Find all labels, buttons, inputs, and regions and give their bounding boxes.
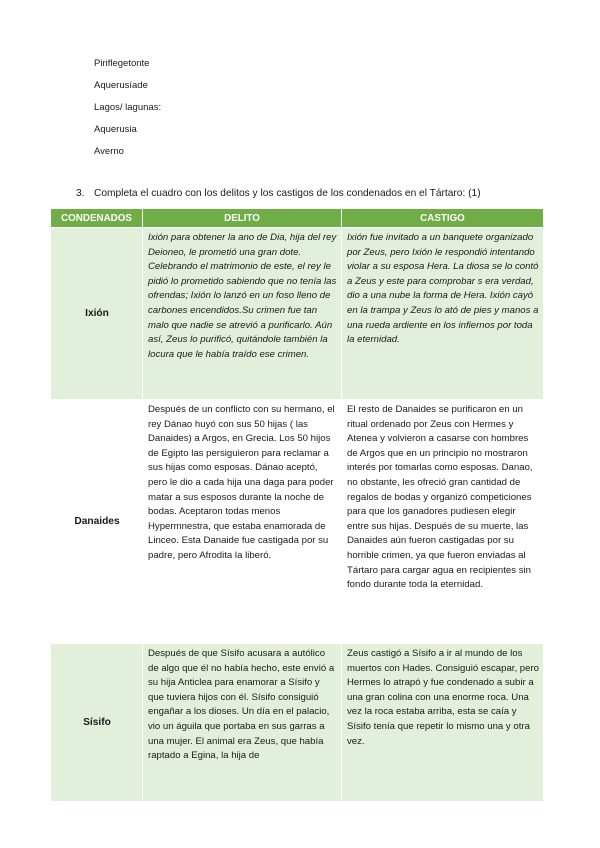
header-castigo: CASTIGO bbox=[342, 209, 544, 228]
river-list bbox=[94, 55, 161, 165]
question-heading bbox=[76, 187, 481, 201]
list-item: Piriflegetonte bbox=[94, 58, 150, 69]
row-castigo: Zeus castigó a Sísifo a ir al mundo de los muertos con Hades. Consiguió escapar, pero Hermes lo atrapó y fue condenado a subir a una gran colina con una enorme roca. Una vez la roca estaba arriba, esta se caía y Sísifo tenía que repetir lo mismo una y otra vez. bbox=[342, 644, 544, 802]
list-item: Averno bbox=[94, 146, 124, 157]
table-row bbox=[51, 644, 544, 802]
list-item: Aquerusíade bbox=[94, 80, 148, 91]
condemned-table bbox=[50, 208, 544, 802]
row-castigo: Ixión fue invitado a un banquete organizado por Zeus, pero Ixión le respondió intentando violar a su esposa Hera. La diosa se lo contó a Zeus y este para comprobar s era verdad, dio a una nube la forma de Hera. Ixión cayó en la trampa y Zeus lo ató de pies y manos a una rueda ardiente en los infiernos por toda la eternidad. bbox=[342, 228, 544, 400]
row-delito: Después de que Sísifo acusara a autólico de algo que él no había hecho, este envió a su hija Anticlea para enamorar a Sísifo y que tuviera hijos con él. Sísifo consiguió engañar a los dioses. Un día en el palacio, vio un águila que portaba en sus garras a una mujer. El animal era Zeus, que había raptado a Egina, la hija de bbox=[143, 644, 342, 802]
row-castigo: El resto de Danaides se purificaron en un ritual ordenado por Zeus con Hermes y Atenea y volvieron a casarse con hombres de Argos que en un principio no mostraron interés por tomarlas como esposas. Danao, no obstante, les ofreció gran cantidad de regalos de bodas y organizó competiciones para que los ganadores pudiesen elegir entre sus hijas. Después de su muerte, las Danaides aún fueron castigadas por su horrible crimen, ya que fueron enviadas al Tártaro para cargar agua en recipientes sin fondo durante toda la eternidad. bbox=[342, 400, 544, 644]
question-number: 3. bbox=[76, 188, 85, 199]
row-delito: Ixión para obtener la ano de Dia, hija del rey Deioneo, le prometió una gran dote. Celebrando el matrimonio de este, el rey le pidió lo prometido sabiendo que no tenía las ofrendas; Ixión lo lanzó en un foso lleno de carbones encendidos.Su crimen fue tan malo que nadie se atrevió a purificarlo. Aún así, Zeus lo purificó, quitándole también la locura que le había traído ese crimen. bbox=[143, 228, 342, 400]
header-condenados: CONDENADOS bbox=[51, 209, 143, 228]
table-row bbox=[51, 228, 544, 400]
question-text: Completa el cuadro con los delitos y los castigos de los condenados en el Tártaro: (1) bbox=[94, 188, 481, 199]
row-name: Sísifo bbox=[51, 644, 143, 802]
row-name: Danaides bbox=[51, 400, 143, 644]
row-delito: Después de un conflicto con su hermano, el rey Dánao huyó con sus 50 hijas ( las Danaides) a Argos, en Grecia. Los 50 hijos de Egipto las persiguieron para reclamar a sus hijas como esposas. Dánao aceptó, pero le dio a cada hija una daga para poder matar a sus esposos durante la noche de bodas. Aceptaron todas menos Hypermnestra, que estaba enamorada de Linceo. Esta Danaide fue castigada por su padre, pero Afrodita la liberó. bbox=[143, 400, 342, 644]
list-item: Lagos/ lagunas: bbox=[94, 102, 162, 113]
table-row bbox=[51, 400, 544, 644]
table-header-row bbox=[51, 209, 544, 228]
header-delito: DELITO bbox=[143, 209, 342, 228]
list-item: Aquerusia bbox=[94, 124, 137, 135]
row-name: Ixión bbox=[51, 228, 143, 400]
